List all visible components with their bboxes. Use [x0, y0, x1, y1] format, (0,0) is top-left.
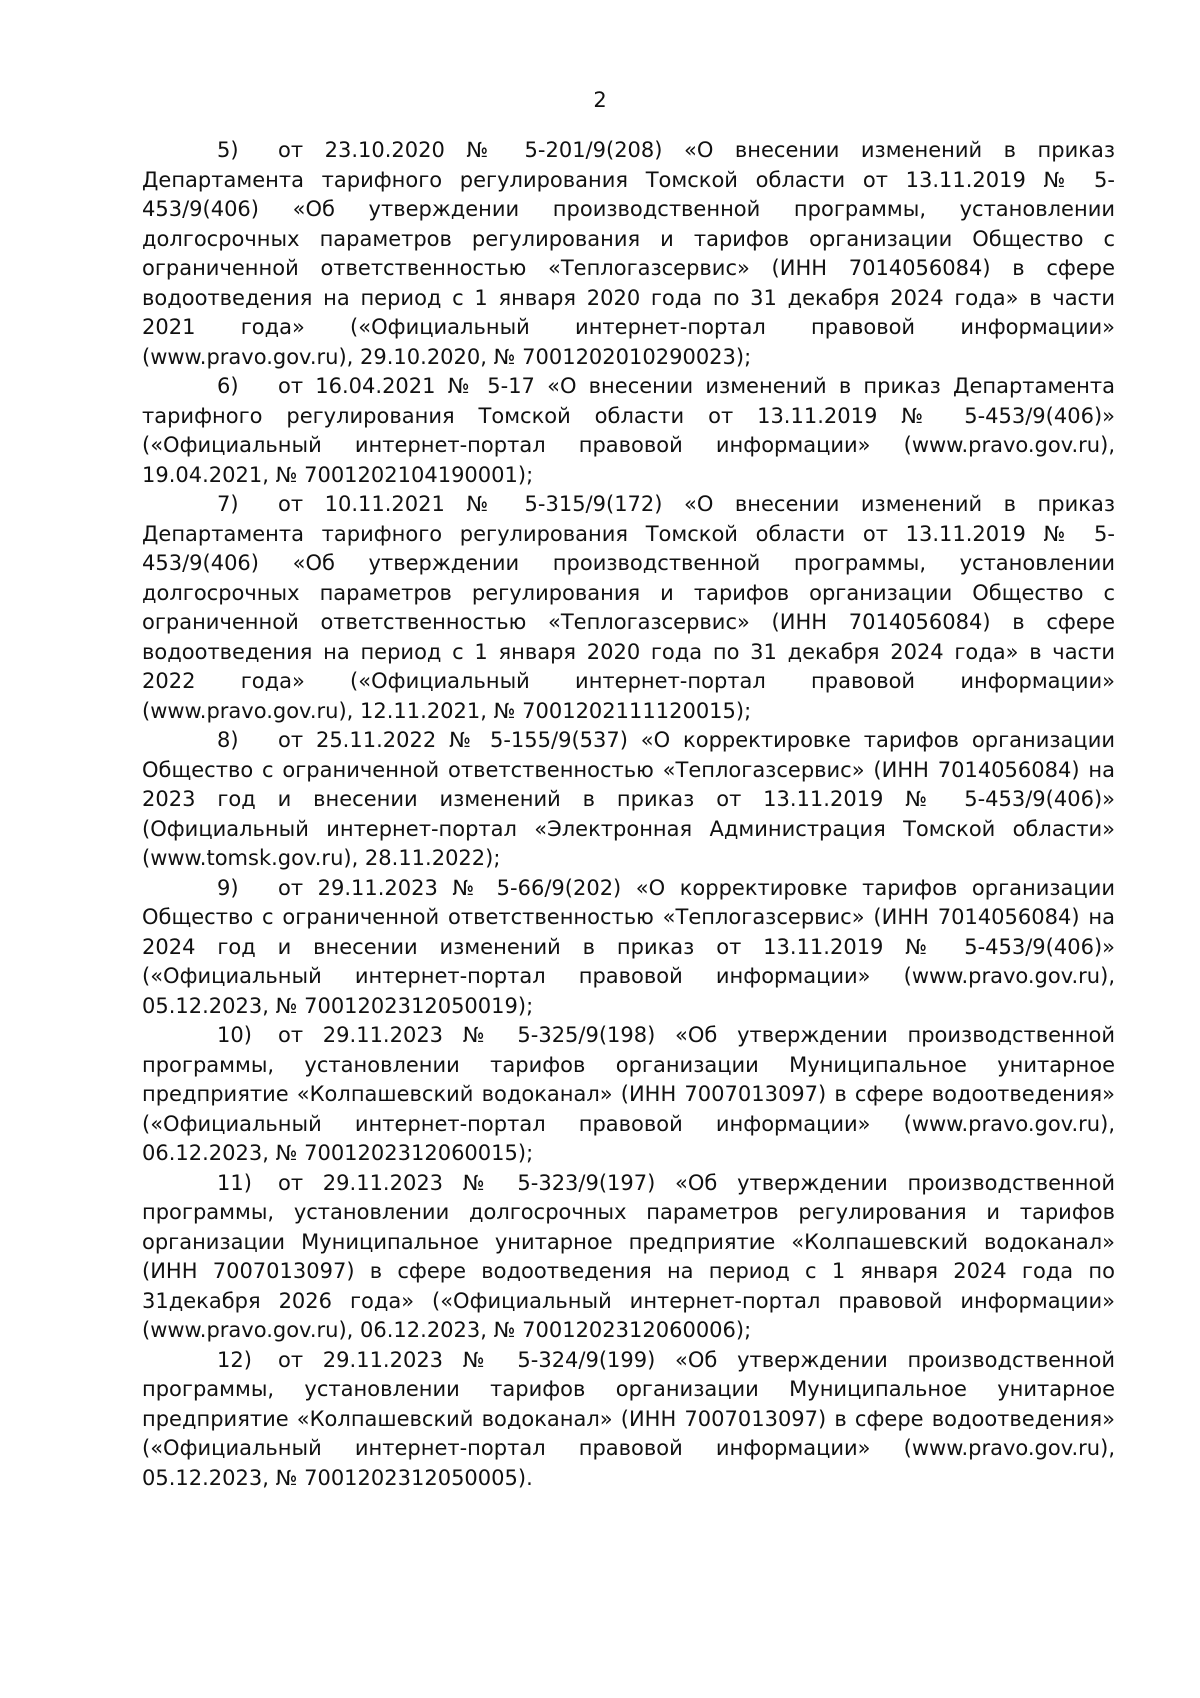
document-body — [142, 136, 1115, 1493]
list-item — [142, 874, 1115, 1022]
list-item — [142, 1346, 1115, 1494]
item-text: от 29.11.2023 № 5-323/9(197) «Об утверждении производственной программы, установлении долгосрочных параметров регулирования и тарифов организации Муниципальное унитарное предприятие «Колпашевский водоканал» (ИНН 7007013097) в сфере водоотведения на период с 1 января 2024 года по 31декабря 2026 года» («Официальный интернет-портал правовой информации» (www.pravo.gov.ru), 06.12.2023, № 7001202312060006); — [142, 1170, 1115, 1342]
page-number: 2 — [593, 88, 607, 112]
list-item — [142, 490, 1115, 726]
item-number: 11) — [217, 1170, 252, 1195]
item-text: от 25.11.2022 № 5-155/9(537) «О корректировке тарифов организации Общество с ограниченной ответственностью «Теплогазсервис» (ИНН 7014056084) на 2023 год и внесении изменений в приказ от 13.11.2019 № 5-453/9(406)» (Официальный интернет-портал «Электронная Администрация Томской области» (www.tomsk.gov.ru), 28.11.2022); — [142, 728, 1115, 870]
list-item — [142, 1169, 1115, 1346]
item-text: от 29.11.2023 № 5-66/9(202) «О корректировке тарифов организации Общество с ограниченной ответственностью «Теплогазсервис» (ИНН 7014056084) на 2024 год и внесении изменений в приказ от 13.11.2019 № 5-453/9(406)» («Официальный интернет-портал правовой информации» (www.pravo.gov.ru), 05.12.2023, № 7001202312050019); — [142, 875, 1115, 1018]
item-number: 10) — [217, 1023, 252, 1047]
item-text: от 29.11.2023 № 5-324/9(199) «Об утверждении производственной программы, установлении тарифов организации Муниципальное унитарное предприятие «Колпашевский водоканал» (ИНН 7007013097) в сфере водоотведения» («Официальный интернет-портал правовой информации» (www.pravo.gov.ru), 05.12.2023, № 7001202312050005). — [142, 1347, 1115, 1490]
item-number: 9) — [217, 875, 239, 900]
item-number: 6) — [217, 374, 239, 398]
item-number: 12) — [217, 1347, 252, 1372]
list-item — [142, 136, 1115, 372]
list-item — [142, 1021, 1115, 1169]
item-text: от 16.04.2021 № 5-17 «О внесении изменений в приказ Департамента тарифного регулирования Томской области от 13.11.2019 № 5-453/9(406)» («Официальный интернет-портал правовой информации» (www.pravo.gov.ru), 19.04.2021, № 7001202104190001); — [142, 374, 1115, 487]
list-item — [142, 726, 1115, 874]
list-item — [142, 372, 1115, 490]
item-text: от 29.11.2023 № 5-325/9(198) «Об утверждении производственной программы, установлении тарифов организации Муниципальное унитарное предприятие «Колпашевский водоканал» (ИНН 7007013097) в сфере водоотведения» («Официальный интернет-портал правовой информации» (www.pravo.gov.ru), 06.12.2023, № 7001202312060015); — [142, 1023, 1115, 1165]
item-text: от 10.11.2021 № 5-315/9(172) «О внесении изменений в приказ Департамента тарифного регулирования Томской области от 13.11.2019 № 5-453/9(406) «Об утверждении производственной программы, установлении долгосрочных параметров регулирования и тарифов организации Общество с ограниченной ответственностью «Теплогазсервис» (ИНН 7014056084) в сфере водоотведения на период с 1 января 2020 года по 31 декабря 2024 года» в части 2022 года» («Официальный интернет-портал правовой информации» (www.pravo.gov.ru), 12.11.2021, № 7001202111120015); — [142, 492, 1115, 723]
item-number: 8) — [217, 728, 239, 752]
item-number: 5) — [217, 138, 239, 162]
item-text: от 23.10.2020 № 5-201/9(208) «О внесении изменений в приказ Департамента тарифного регулирования Томской области от 13.11.2019 № 5-453/9(406) «Об утверждении производственной программы, установлении долгосрочных параметров регулирования и тарифов организации Общество с ограниченной ответственностью «Теплогазсервис» (ИНН 7014056084) в сфере водоотведения на период с 1 января 2020 года по 31 декабря 2024 года» в части 2021 года» («Официальный интернет-портал правовой информации» (www.pravo.gov.ru), 29.10.2020, № 7001202010290023); — [142, 138, 1115, 369]
item-number: 7) — [217, 492, 239, 516]
